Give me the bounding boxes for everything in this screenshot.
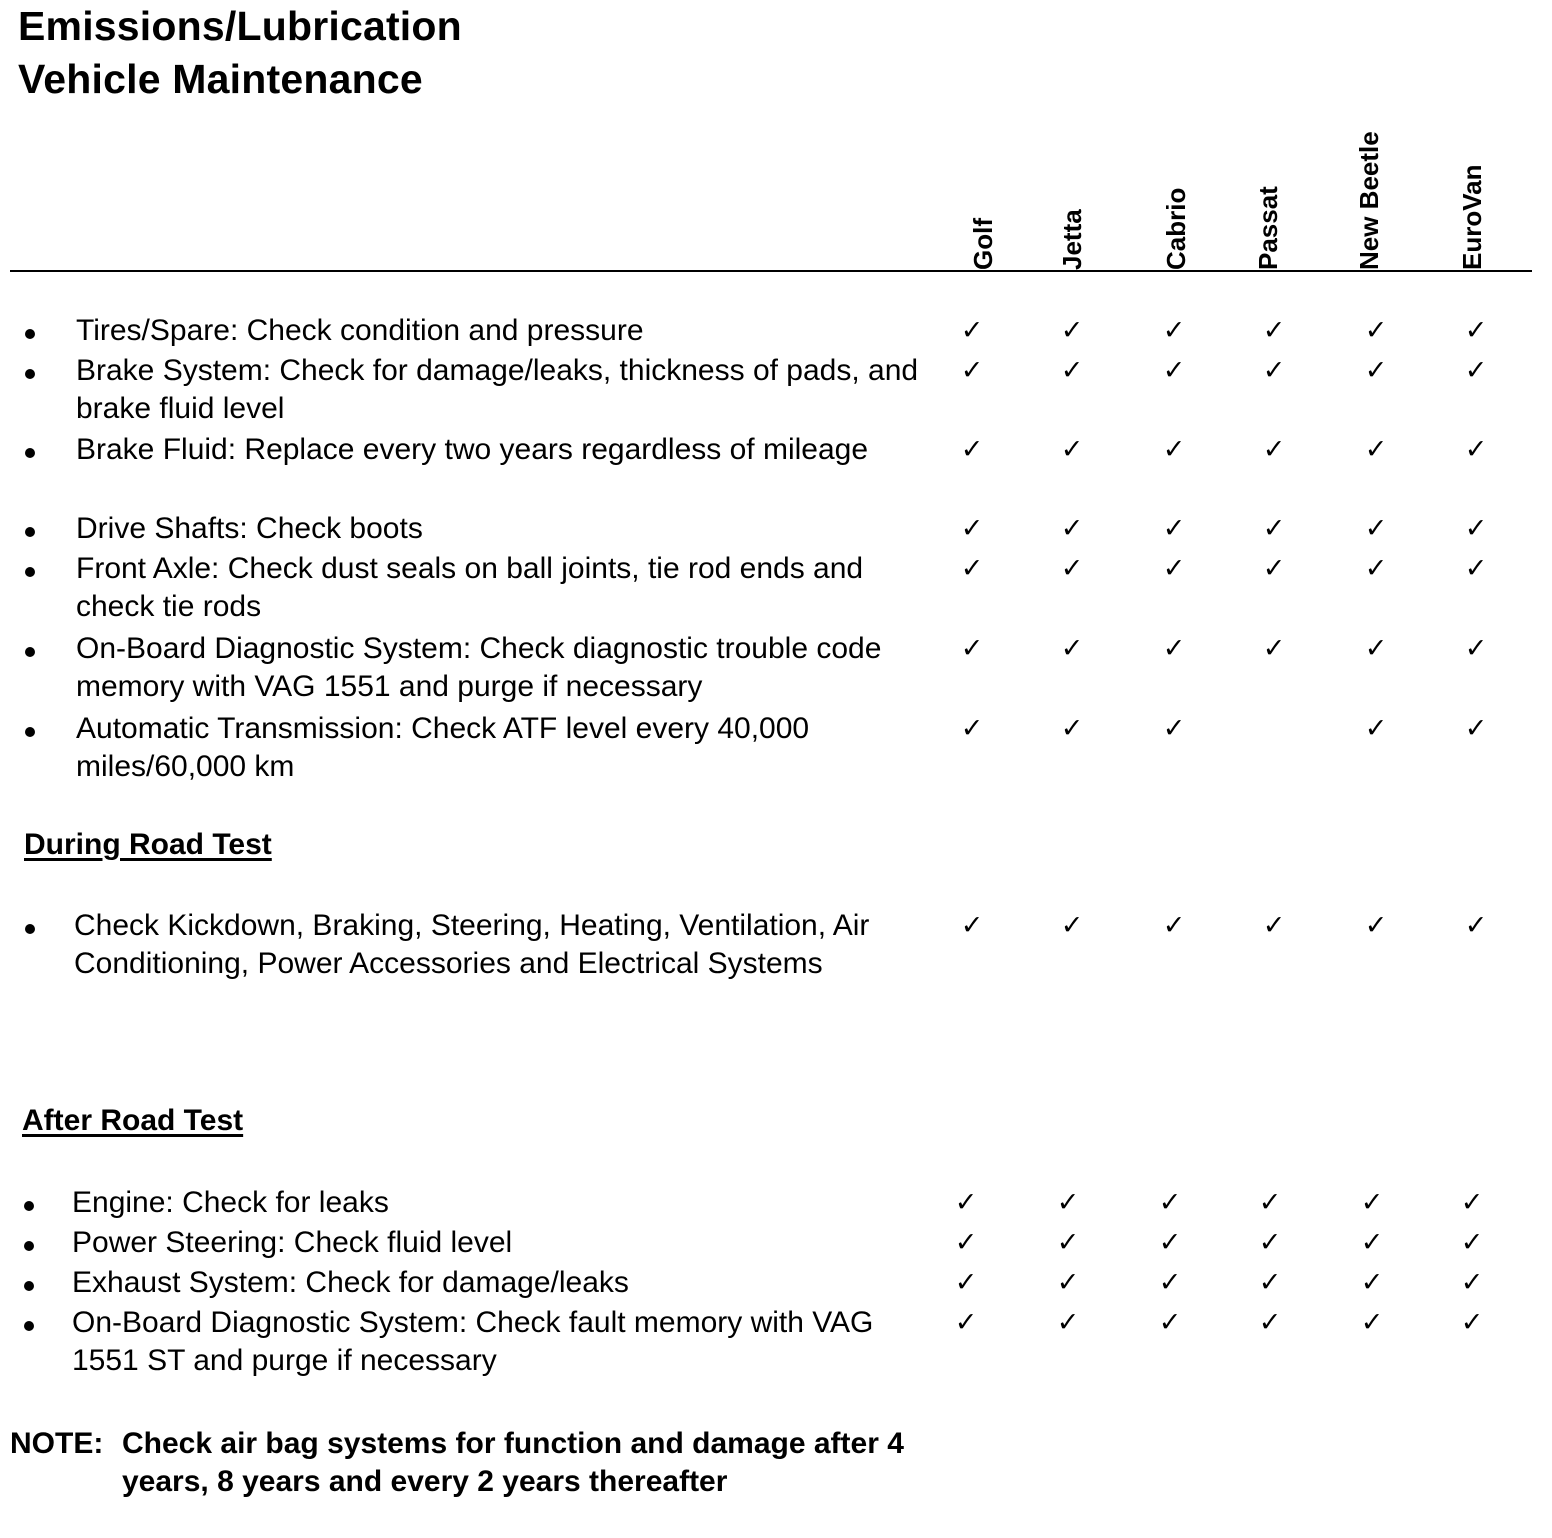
check-mark: ✓	[1162, 513, 1186, 544]
item-text: On-Board Diagnostic System: Check diagnostic trouble code memory with VAG 1551 and purge if necessary	[76, 632, 882, 703]
item-text: Exhaust System: Check for damage/leaks	[72, 1266, 629, 1299]
check-mark: ✓	[1364, 713, 1388, 744]
check-mark: ✓	[1056, 1267, 1080, 1298]
check-mark: ✓	[1464, 434, 1488, 465]
check-mark: ✓	[1464, 513, 1488, 544]
check-mark: ✓	[960, 553, 984, 584]
check-mark: ✓	[1364, 513, 1388, 544]
check-mark: ✓	[1056, 1187, 1080, 1218]
bullet	[24, 1201, 34, 1211]
check-mark: ✓	[1364, 910, 1388, 941]
item-text: Tires/Spare: Check condition and pressure	[76, 314, 644, 347]
check-mark: ✓	[1464, 910, 1488, 941]
bullet	[25, 448, 35, 458]
check-mark: ✓	[1360, 1187, 1384, 1218]
check-mark: ✓	[960, 633, 984, 664]
check-mark: ✓	[1258, 1227, 1282, 1258]
check-mark: ✓	[1162, 713, 1186, 744]
check-mark: ✓	[1460, 1227, 1484, 1258]
check-mark: ✓	[1262, 910, 1286, 941]
check-mark: ✓	[960, 355, 984, 386]
item-text: On-Board Diagnostic System: Check fault memory with VAG 1551 ST and purge if necessary	[72, 1306, 874, 1377]
check-mark: ✓	[1262, 553, 1286, 584]
item-text: Front Axle: Check dust seals on ball joints, tie rod ends and check tie rods	[76, 552, 864, 623]
check-mark: ✓	[1364, 315, 1388, 346]
check-mark: ✓	[954, 1227, 978, 1258]
check-mark: ✓	[1060, 910, 1084, 941]
check-mark: ✓	[1060, 633, 1084, 664]
section-heading-during-road-test: During Road Test	[24, 828, 272, 861]
check-mark: ✓	[1158, 1307, 1182, 1338]
check-mark: ✓	[1464, 713, 1488, 744]
bullet	[25, 369, 35, 379]
bullet	[25, 727, 35, 737]
bullet	[25, 329, 35, 339]
check-mark: ✓	[1162, 910, 1186, 941]
check-mark: ✓	[1262, 434, 1286, 465]
check-mark: ✓	[1464, 355, 1488, 386]
item-text: Automatic Transmission: Check ATF level every 40,000 miles/60,000 km	[76, 712, 810, 783]
check-mark: ✓	[1262, 315, 1286, 346]
check-mark: ✓	[960, 713, 984, 744]
bullet	[24, 1281, 34, 1291]
bullet	[24, 1241, 34, 1251]
check-mark: ✓	[1360, 1267, 1384, 1298]
check-mark: ✓	[1158, 1267, 1182, 1298]
check-mark: ✓	[1258, 1267, 1282, 1298]
check-mark: ✓	[1258, 1187, 1282, 1218]
check-mark: ✓	[1262, 633, 1286, 664]
check-mark: ✓	[1460, 1187, 1484, 1218]
check-mark: ✓	[1060, 355, 1084, 386]
item-text: Check Kickdown, Braking, Steering, Heating, Ventilation, Air Conditioning, Power Accessories and Electrical Systems	[74, 909, 870, 980]
check-mark: ✓	[1262, 513, 1286, 544]
section-heading-after-road-test: After Road Test	[22, 1104, 244, 1137]
check-mark: ✓	[1060, 315, 1084, 346]
item-text: Brake System: Check for damage/leaks, thickness of pads, and brake fluid level	[76, 354, 919, 425]
check-mark: ✓	[1364, 633, 1388, 664]
check-mark: ✓	[1056, 1227, 1080, 1258]
document-title-line-2: Vehicle Maintenance	[18, 56, 423, 102]
check-mark: ✓	[1460, 1267, 1484, 1298]
check-mark: ✓	[954, 1267, 978, 1298]
check-mark: ✓	[954, 1187, 978, 1218]
bullet	[25, 527, 35, 537]
check-mark: ✓	[1364, 355, 1388, 386]
item-text: Drive Shafts: Check boots	[76, 512, 423, 545]
bullet	[25, 924, 35, 934]
check-mark: ✓	[1464, 315, 1488, 346]
check-mark: ✓	[1464, 553, 1488, 584]
check-mark: ✓	[1162, 315, 1186, 346]
bullet	[25, 567, 35, 577]
check-mark: ✓	[1060, 434, 1084, 465]
check-mark: ✓	[1056, 1307, 1080, 1338]
document-title-line-1: Emissions/Lubrication	[18, 3, 462, 49]
check-mark: ✓	[1158, 1227, 1182, 1258]
check-mark: ✓	[1464, 633, 1488, 664]
check-mark: ✓	[960, 513, 984, 544]
check-mark: ✓	[1162, 355, 1186, 386]
bullet	[25, 647, 35, 657]
check-mark: ✓	[954, 1307, 978, 1338]
check-mark: ✓	[1060, 513, 1084, 544]
check-mark: ✓	[1360, 1307, 1384, 1338]
item-text: Power Steering: Check fluid level	[72, 1226, 513, 1259]
check-mark: ✓	[1162, 633, 1186, 664]
check-mark: ✓	[1060, 713, 1084, 744]
check-mark: ✓	[1060, 553, 1084, 584]
note-label: NOTE:	[10, 1427, 104, 1460]
note-text: Check air bag systems for function and damage after 4 years, 8 years and every 2 years thereafter	[122, 1427, 904, 1498]
check-mark: ✓	[1158, 1187, 1182, 1218]
check-mark: ✓	[1262, 355, 1286, 386]
item-text: Engine: Check for leaks	[72, 1186, 389, 1219]
check-mark: ✓	[1360, 1227, 1384, 1258]
header-divider	[10, 270, 1532, 272]
check-mark: ✓	[960, 315, 984, 346]
check-mark: ✓	[1460, 1307, 1484, 1338]
check-mark: ✓	[1162, 434, 1186, 465]
check-mark: ✓	[960, 910, 984, 941]
check-mark: ✓	[1162, 553, 1186, 584]
check-mark: ✓	[960, 434, 984, 465]
check-mark: ✓	[1364, 434, 1388, 465]
check-mark: ✓	[1364, 553, 1388, 584]
bullet	[24, 1321, 34, 1331]
item-text: Brake Fluid: Replace every two years regardless of mileage	[76, 433, 869, 466]
check-mark: ✓	[1258, 1307, 1282, 1338]
